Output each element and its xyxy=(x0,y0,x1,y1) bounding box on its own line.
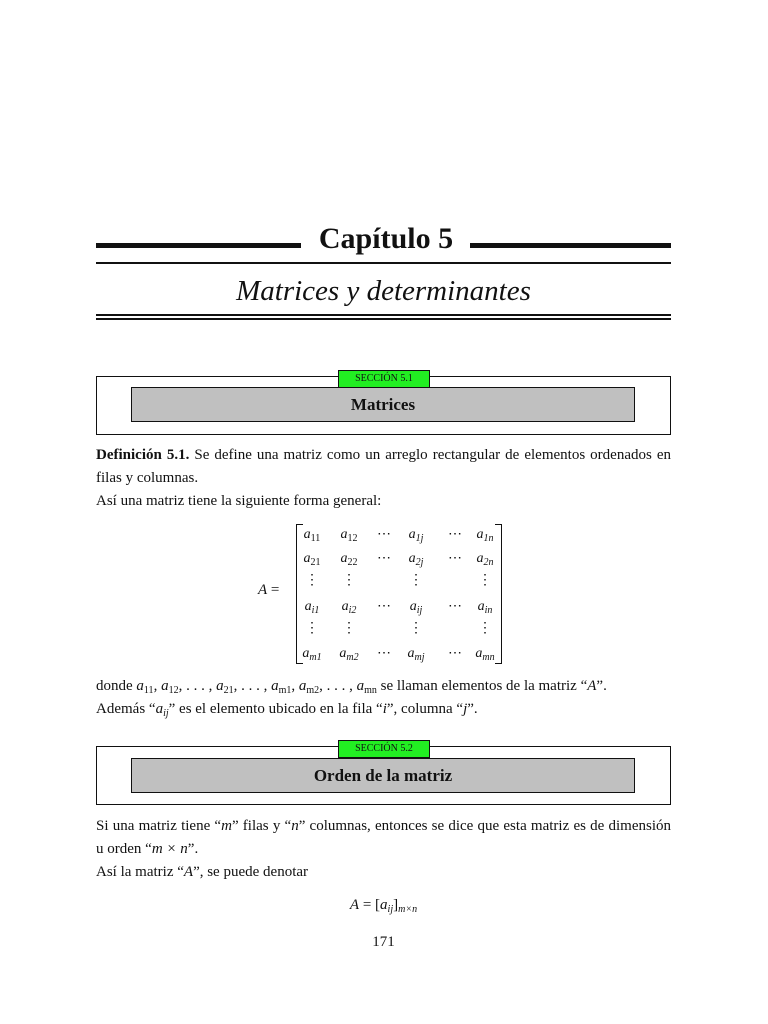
matrix-entry: ⋯ xyxy=(448,599,462,614)
matrix-entry: ⋮ xyxy=(478,621,492,636)
matrix-entry: ⋮ xyxy=(409,621,423,636)
matrix-entry: $a_{mj}$ xyxy=(407,646,425,663)
chapter-rule-top xyxy=(96,262,671,264)
matrix-entry: $a_{22}$ xyxy=(340,551,358,568)
matrix-entry: $a_{2j}$ xyxy=(408,551,424,568)
matrix-entry: ⋮ xyxy=(478,573,492,588)
matrix-entry: ⋮ xyxy=(409,573,423,588)
matrix-entry: $a_{1n}$ xyxy=(476,527,494,544)
matrix-entry: $a_{11}$ xyxy=(303,527,321,544)
matrix-entry: $a_{12}$ xyxy=(340,527,358,544)
matrix-label: A = xyxy=(258,582,280,598)
order-formula: $A = [a_{ij}]_{m\times n}$ xyxy=(349,897,418,915)
matrix-entry: ⋯ xyxy=(448,646,462,661)
matrix-entry: ⋯ xyxy=(448,551,462,566)
matrix-entry: $a_{m1}$ xyxy=(302,646,322,663)
section-tag-2: SECCIÓN 5.2 xyxy=(338,740,430,758)
matrix-entry: ⋯ xyxy=(377,599,391,614)
definition-paragraph xyxy=(96,444,671,490)
order-paragraph: Si una matriz tiene “m” filas y “n” columnas, entonces se dice que esta matriz es de dimensión u orden “m × n”. xyxy=(96,818,671,857)
chapter-title: Capítulo 5 xyxy=(318,222,454,255)
matrix-entry: $a_{i2}$ xyxy=(341,599,357,616)
matrix-entry: ⋯ xyxy=(377,551,391,566)
section-tag: SECCIÓN 5.1 xyxy=(338,370,430,388)
definition-text: Se define una matriz como un arreglo rectangular de elementos ordenados en filas y columnas. xyxy=(96,447,671,486)
matrix-entry: ⋯ xyxy=(448,527,462,542)
matrix-intro: Así una matriz tiene la siguiente forma general: xyxy=(96,493,382,509)
chapter-rule-bottom-2 xyxy=(96,318,671,320)
chapter-heading xyxy=(96,222,671,256)
matrix-left-bracket xyxy=(296,524,303,664)
matrix-entry: ⋯ xyxy=(377,646,391,661)
matrix-entry: $a_{ij}$ xyxy=(409,599,423,616)
matrix-entry: $a_{in}$ xyxy=(477,599,493,616)
matrix-entry: ⋮ xyxy=(305,573,319,588)
definition-label: Definición 5.1. xyxy=(96,447,190,463)
section-title-2: Orden de la matriz xyxy=(131,758,635,793)
matrix-entry: ⋮ xyxy=(342,621,356,636)
matrix-right-bracket xyxy=(495,524,502,664)
matrix-entry: ⋮ xyxy=(342,573,356,588)
chapter-subtitle: Matrices y determinantes xyxy=(236,275,531,307)
matrix-entry: $a_{m2}$ xyxy=(339,646,359,663)
matrix-entry: $a_{2n}$ xyxy=(476,551,494,568)
matrix-entry: $a_{21}$ xyxy=(303,551,321,568)
section-title: Matrices xyxy=(131,387,635,422)
matrix-entry: ⋮ xyxy=(305,621,319,636)
matrix-entry: $a_{i1}$ xyxy=(304,599,320,616)
matrix-entry: ⋯ xyxy=(377,527,391,542)
chapter-rule-right xyxy=(470,243,671,248)
chapter-rule-left xyxy=(96,243,301,248)
elements-paragraph: donde $a_{11}$, $a_{12}$, . . . , $a_{21}$, . . . , $a_{m1}$, $a_{m2}$, . . . , $a_{mn}$ se llaman elementos de la matriz “A”. Además “$a_{ij}$” es el elemento ubicado en la fila “i”, columna “j”. xyxy=(96,678,607,719)
denote-paragraph: Así la matriz “A”, se puede denotar xyxy=(96,864,309,880)
matrix-entry: $a_{1j}$ xyxy=(408,527,424,544)
chapter-rule-bottom-1 xyxy=(96,314,671,316)
page-number: 171 xyxy=(372,934,395,950)
matrix-entry: $a_{mn}$ xyxy=(475,646,495,663)
